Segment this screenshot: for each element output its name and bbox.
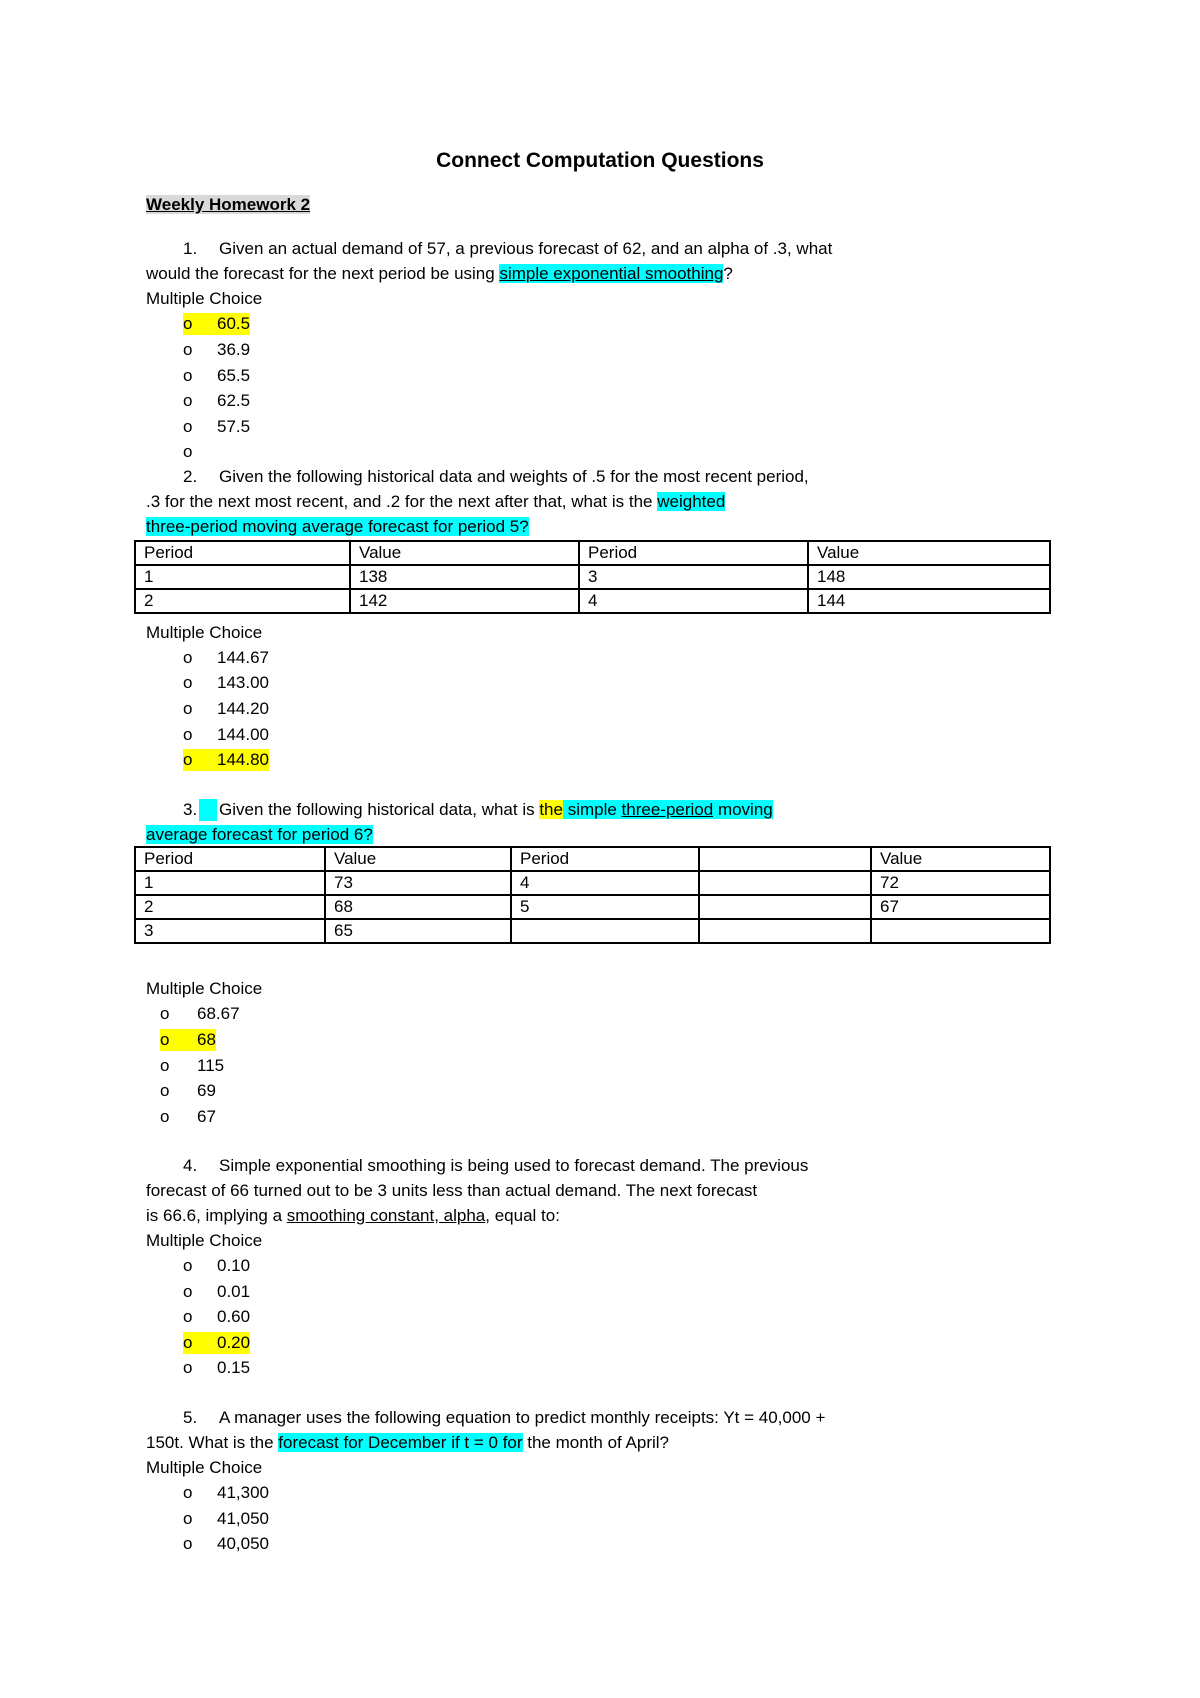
table-header-cell: Value: [325, 847, 511, 871]
table-row: [135, 565, 1050, 589]
q2-data-table: [134, 540, 1051, 614]
q5-number: 5.: [183, 1408, 198, 1427]
q1-option-6[interactable]: o: [183, 442, 193, 461]
q1-option-1[interactable]: o 60.5: [183, 314, 251, 333]
q1-option-5[interactable]: o 57.5: [183, 417, 251, 436]
q5-mc-label: Multiple Choice: [146, 1458, 263, 1477]
q1-number: 1.: [183, 239, 198, 258]
table-cell: 2: [135, 895, 325, 919]
q4-option-1[interactable]: o 0.10: [183, 1256, 251, 1275]
table-cell: [871, 919, 1050, 943]
q2-option-5[interactable]: o 144.80: [183, 750, 269, 769]
table-cell: 1: [135, 565, 350, 589]
table-cell: 2: [135, 589, 350, 613]
table-cell: 68: [325, 895, 511, 919]
q2-option-3[interactable]: o 144.20: [183, 699, 269, 718]
q2-option-4[interactable]: o 144.00: [183, 725, 269, 744]
q2-option-2[interactable]: o 143.00: [183, 673, 269, 692]
q4-text-line2: forecast of 66 turned out to be 3 units less than actual demand. The next forecast: [146, 1181, 758, 1200]
table-row: [135, 871, 1050, 895]
q3-option-1[interactable]: o 68.67: [160, 1004, 240, 1023]
q4-text-line1: Simple exponential smoothing is being used to forecast demand. The previous: [219, 1156, 809, 1175]
table-cell: 3: [579, 565, 808, 589]
q4-option-3[interactable]: o 0.60: [183, 1307, 251, 1326]
q3-text-line1: Given the following historical data, what is the simple three-period moving: [219, 800, 773, 819]
q4-option-4[interactable]: o 0.20: [183, 1333, 251, 1352]
q1-text-line1: Given an actual demand of 57, a previous forecast of 62, and an alpha of .3, what: [219, 239, 833, 258]
q1-highlight: simple exponential smoothing: [499, 264, 724, 283]
table-cell: 4: [579, 589, 808, 613]
q1-text-line2: would the forecast for the next period be using simple exponential smoothing?: [146, 264, 733, 283]
table-header-cell: [699, 847, 871, 871]
table-header-cell: Period: [511, 847, 699, 871]
q3-number: 3.: [183, 799, 217, 821]
table-cell: 3: [135, 919, 325, 943]
q5-text-line1: A manager uses the following equation to predict monthly receipts: Yt = 40,000 +: [219, 1408, 826, 1427]
table-cell: 67: [871, 895, 1050, 919]
table-header-cell: Value: [350, 541, 579, 565]
table-cell: 5: [511, 895, 699, 919]
table-cell: [699, 895, 871, 919]
q3-option-3[interactable]: o 115: [160, 1056, 225, 1075]
q5-highlight: forecast for December if t = 0 for: [278, 1433, 523, 1452]
q4-number: 4.: [183, 1156, 198, 1175]
table-row: [135, 919, 1050, 943]
table-cell: 4: [511, 871, 699, 895]
q2-highlight-a: weighted: [657, 492, 726, 511]
q2-option-1[interactable]: o 144.67: [183, 648, 269, 667]
q1-mc-label: Multiple Choice: [146, 289, 263, 308]
q2-text-line2: .3 for the next most recent, and .2 for the next after that, what is the weighted: [146, 492, 726, 511]
table-row: [135, 895, 1050, 919]
q2-text-line3: [146, 516, 529, 538]
q2-mc-label: Multiple Choice: [146, 623, 263, 642]
q1-option-3[interactable]: o 65.5: [183, 366, 251, 385]
q4-mc-label: Multiple Choice: [146, 1231, 263, 1250]
q4-underlined: smoothing constant, alpha: [286, 1206, 486, 1225]
table-header-cell: Period: [135, 541, 350, 565]
q5-option-1[interactable]: o 41,300: [183, 1483, 269, 1502]
q5-text-line2: 150t. What is the forecast for December if t = 0 for the month of April?: [146, 1433, 670, 1452]
table-cell: 65: [325, 919, 511, 943]
table-cell: 144: [808, 589, 1050, 613]
table-cell: [699, 871, 871, 895]
q3-option-5[interactable]: o 67: [160, 1107, 216, 1126]
table-cell: 73: [325, 871, 511, 895]
table-cell: 142: [350, 589, 579, 613]
q3-data-table: [134, 846, 1051, 944]
q4-option-5[interactable]: o 0.15: [183, 1358, 251, 1377]
table-header-cell: Value: [871, 847, 1050, 871]
q3-option-4[interactable]: o 69: [160, 1081, 216, 1100]
q2-text-line1: Given the following historical data and weights of .5 for the most recent period,: [219, 467, 809, 486]
q3-highlight: average forecast for period 6?: [146, 825, 373, 844]
table-header-cell: Period: [135, 847, 325, 871]
table-cell: 138: [350, 565, 579, 589]
q3-text-line2: [146, 824, 373, 846]
q3-mc-label: Multiple Choice: [146, 979, 263, 998]
q3-highlight-yellow: the: [539, 800, 563, 819]
q4-text-line3: is 66.6, implying a smoothing constant, alpha, equal to:: [146, 1206, 560, 1225]
q1-option-2[interactable]: o 36.9: [183, 340, 251, 359]
table-header-row: [135, 541, 1050, 565]
q3-option-2[interactable]: o 68: [160, 1030, 216, 1049]
q2-highlight-b: three-period moving average forecast for period 5?: [146, 517, 529, 536]
q4-option-2[interactable]: o 0.01: [183, 1282, 251, 1301]
table-row: [135, 589, 1050, 613]
table-header-cell: Period: [579, 541, 808, 565]
table-cell: 1: [135, 871, 325, 895]
table-cell: 148: [808, 565, 1050, 589]
table-cell: [511, 919, 699, 943]
table-header-row: [135, 847, 1050, 871]
q1-option-4[interactable]: o 62.5: [183, 391, 251, 410]
page-title: Connect Computation Questions: [436, 149, 764, 172]
q2-number: 2.: [183, 467, 198, 486]
section-heading: Weekly Homework 2: [146, 195, 311, 214]
q5-option-2[interactable]: o 41,050: [183, 1509, 269, 1528]
table-header-cell: Value: [808, 541, 1050, 565]
table-cell: 72: [871, 871, 1050, 895]
q5-option-3[interactable]: o 40,050: [183, 1534, 269, 1553]
table-cell: [699, 919, 871, 943]
